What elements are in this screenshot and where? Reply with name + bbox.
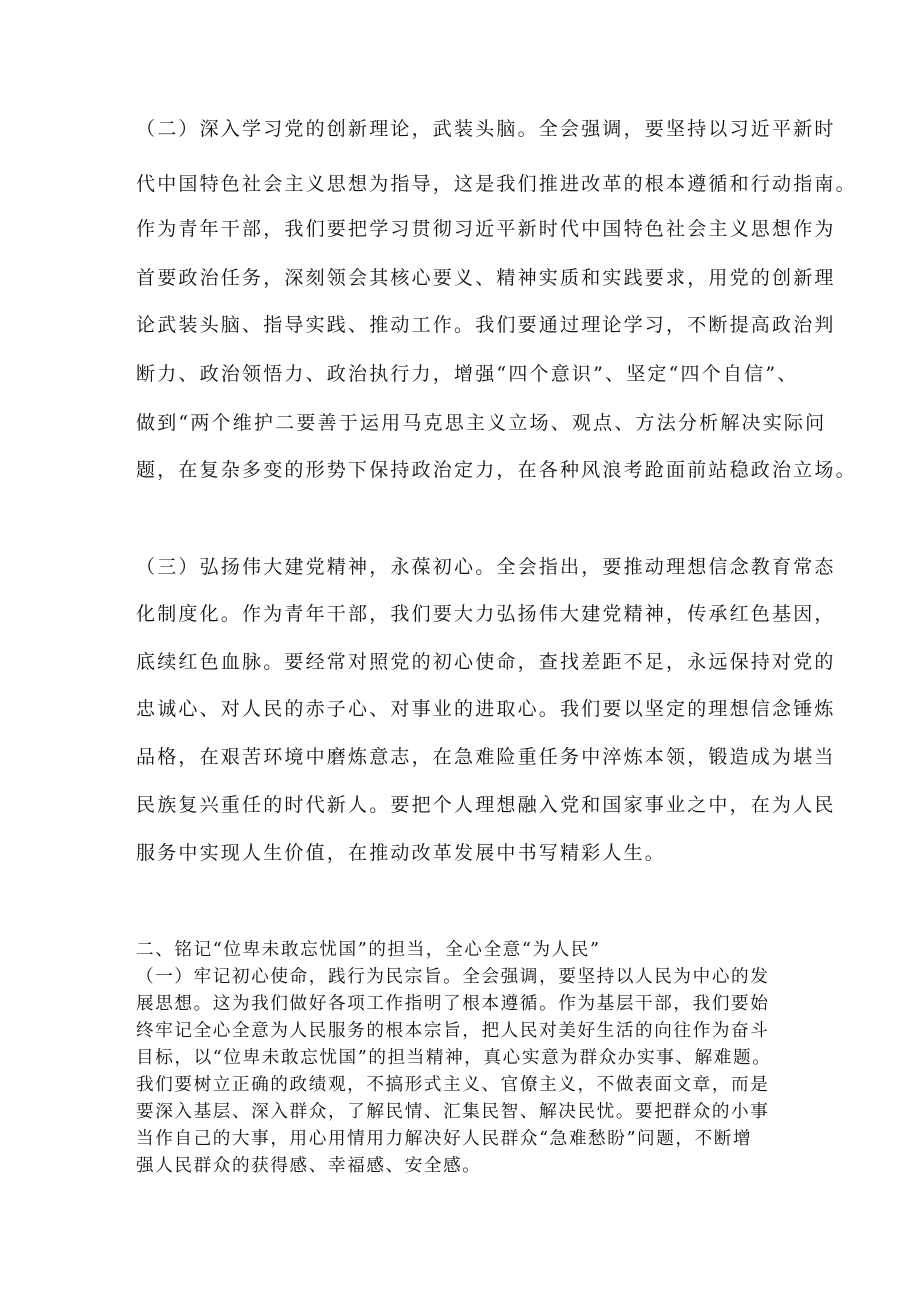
paragraph-line: 展思想。这为我们做好各项工作指明了根本遵循。作为基层干部，我们要始: [136, 994, 770, 1014]
paragraph-line: 品格，在艰苦环境中磨炼意志，在急难险重任务中淬炼本领，锻造成为堪当: [136, 746, 836, 768]
paragraph-line: 强人民群众的获得感、幸福感、安全感。: [136, 1156, 482, 1176]
paragraph-line: （三）弘扬伟大建党精神，永葆初心。全会指出，要推动理想信念教育常态: [136, 556, 836, 578]
paragraph-line: 代中国特色社会主义思想为指导，这是我们推进改革的根本遵循和行动指南。: [136, 173, 857, 195]
paragraph-line: 终牢记全心全意为人民服务的根本宗旨，把人民对美好生活的向往作为奋斗: [136, 1021, 770, 1041]
section-heading: 二、铭记“位卑未敢忘忧国”的担当，全心全意“为人民”: [136, 940, 601, 960]
paragraph-line: 忠诚心、对人民的赤子心、对事业的进取心。我们要以坚定的理想信念锤炼: [136, 698, 836, 720]
paragraph-line: 要深入基层、深入群众，了解民情、汇集民智、解决民忧。要把群众的小事: [136, 1102, 770, 1122]
paragraph-line: 民族复兴重任的时代新人。要把个人理想融入党和国家事业之中，在为人民: [136, 794, 836, 816]
paragraph-line: 服务中实现人生价值，在推动改革发展中书写精彩人生。: [136, 842, 667, 864]
paragraph-line: 化制度化。作为青年干部，我们要大力弘扬伟大建党精神，传承红色基因，: [136, 603, 836, 625]
paragraph-line: 题，在复杂多变的形势下保持政治定力，在各种风浪考跄面前站稳政治立场。: [136, 459, 857, 481]
paragraph-line: 首要政治任务，深刻领会其核心要义、精神实质和实践要求，用党的创新理: [136, 267, 836, 289]
paragraph-line: 目标，以“位卑未敢忘忧国”的担当精神，真心实意为群众办实事、解难题。: [136, 1048, 772, 1068]
paragraph-line: 断力、政治领悟力、政治执行力，增强“四个意识”、坚定“四个自信”、: [136, 363, 799, 385]
paragraph-line: 做到“两个维护二要善于运用马克思主义立场、观点、方法分析解决实际问: [136, 412, 827, 434]
paragraph-line: 作为青年干部，我们要把学习贯彻习近平新时代中国特色社会主义思想作为: [136, 218, 836, 240]
paragraph-line: （一）牢记初心使命，践行为民宗旨。全会强调，要坚持以人民为中心的发: [136, 967, 770, 987]
paragraph-line: 底续红色血脉。要经常对照党的初心使命，查找差距不足，永远保持对党的: [136, 651, 836, 673]
paragraph-line: 我们要树立正确的政绩观，不搞形式主义、官僚主义，不做表面文章，而是: [136, 1075, 770, 1095]
paragraph-line: 论武装头脑、指导实践、推动工作。我们要通过理论学习，不断提高政治判: [136, 314, 836, 336]
paragraph-line: （二）深入学习党的创新理论，武装头脑。全会强调，要坚持以习近平新时: [136, 118, 836, 140]
paragraph-line: 当作自己的大事，用心用情用力解决好人民群众“急难愁盼”问题，不断增: [136, 1129, 753, 1149]
